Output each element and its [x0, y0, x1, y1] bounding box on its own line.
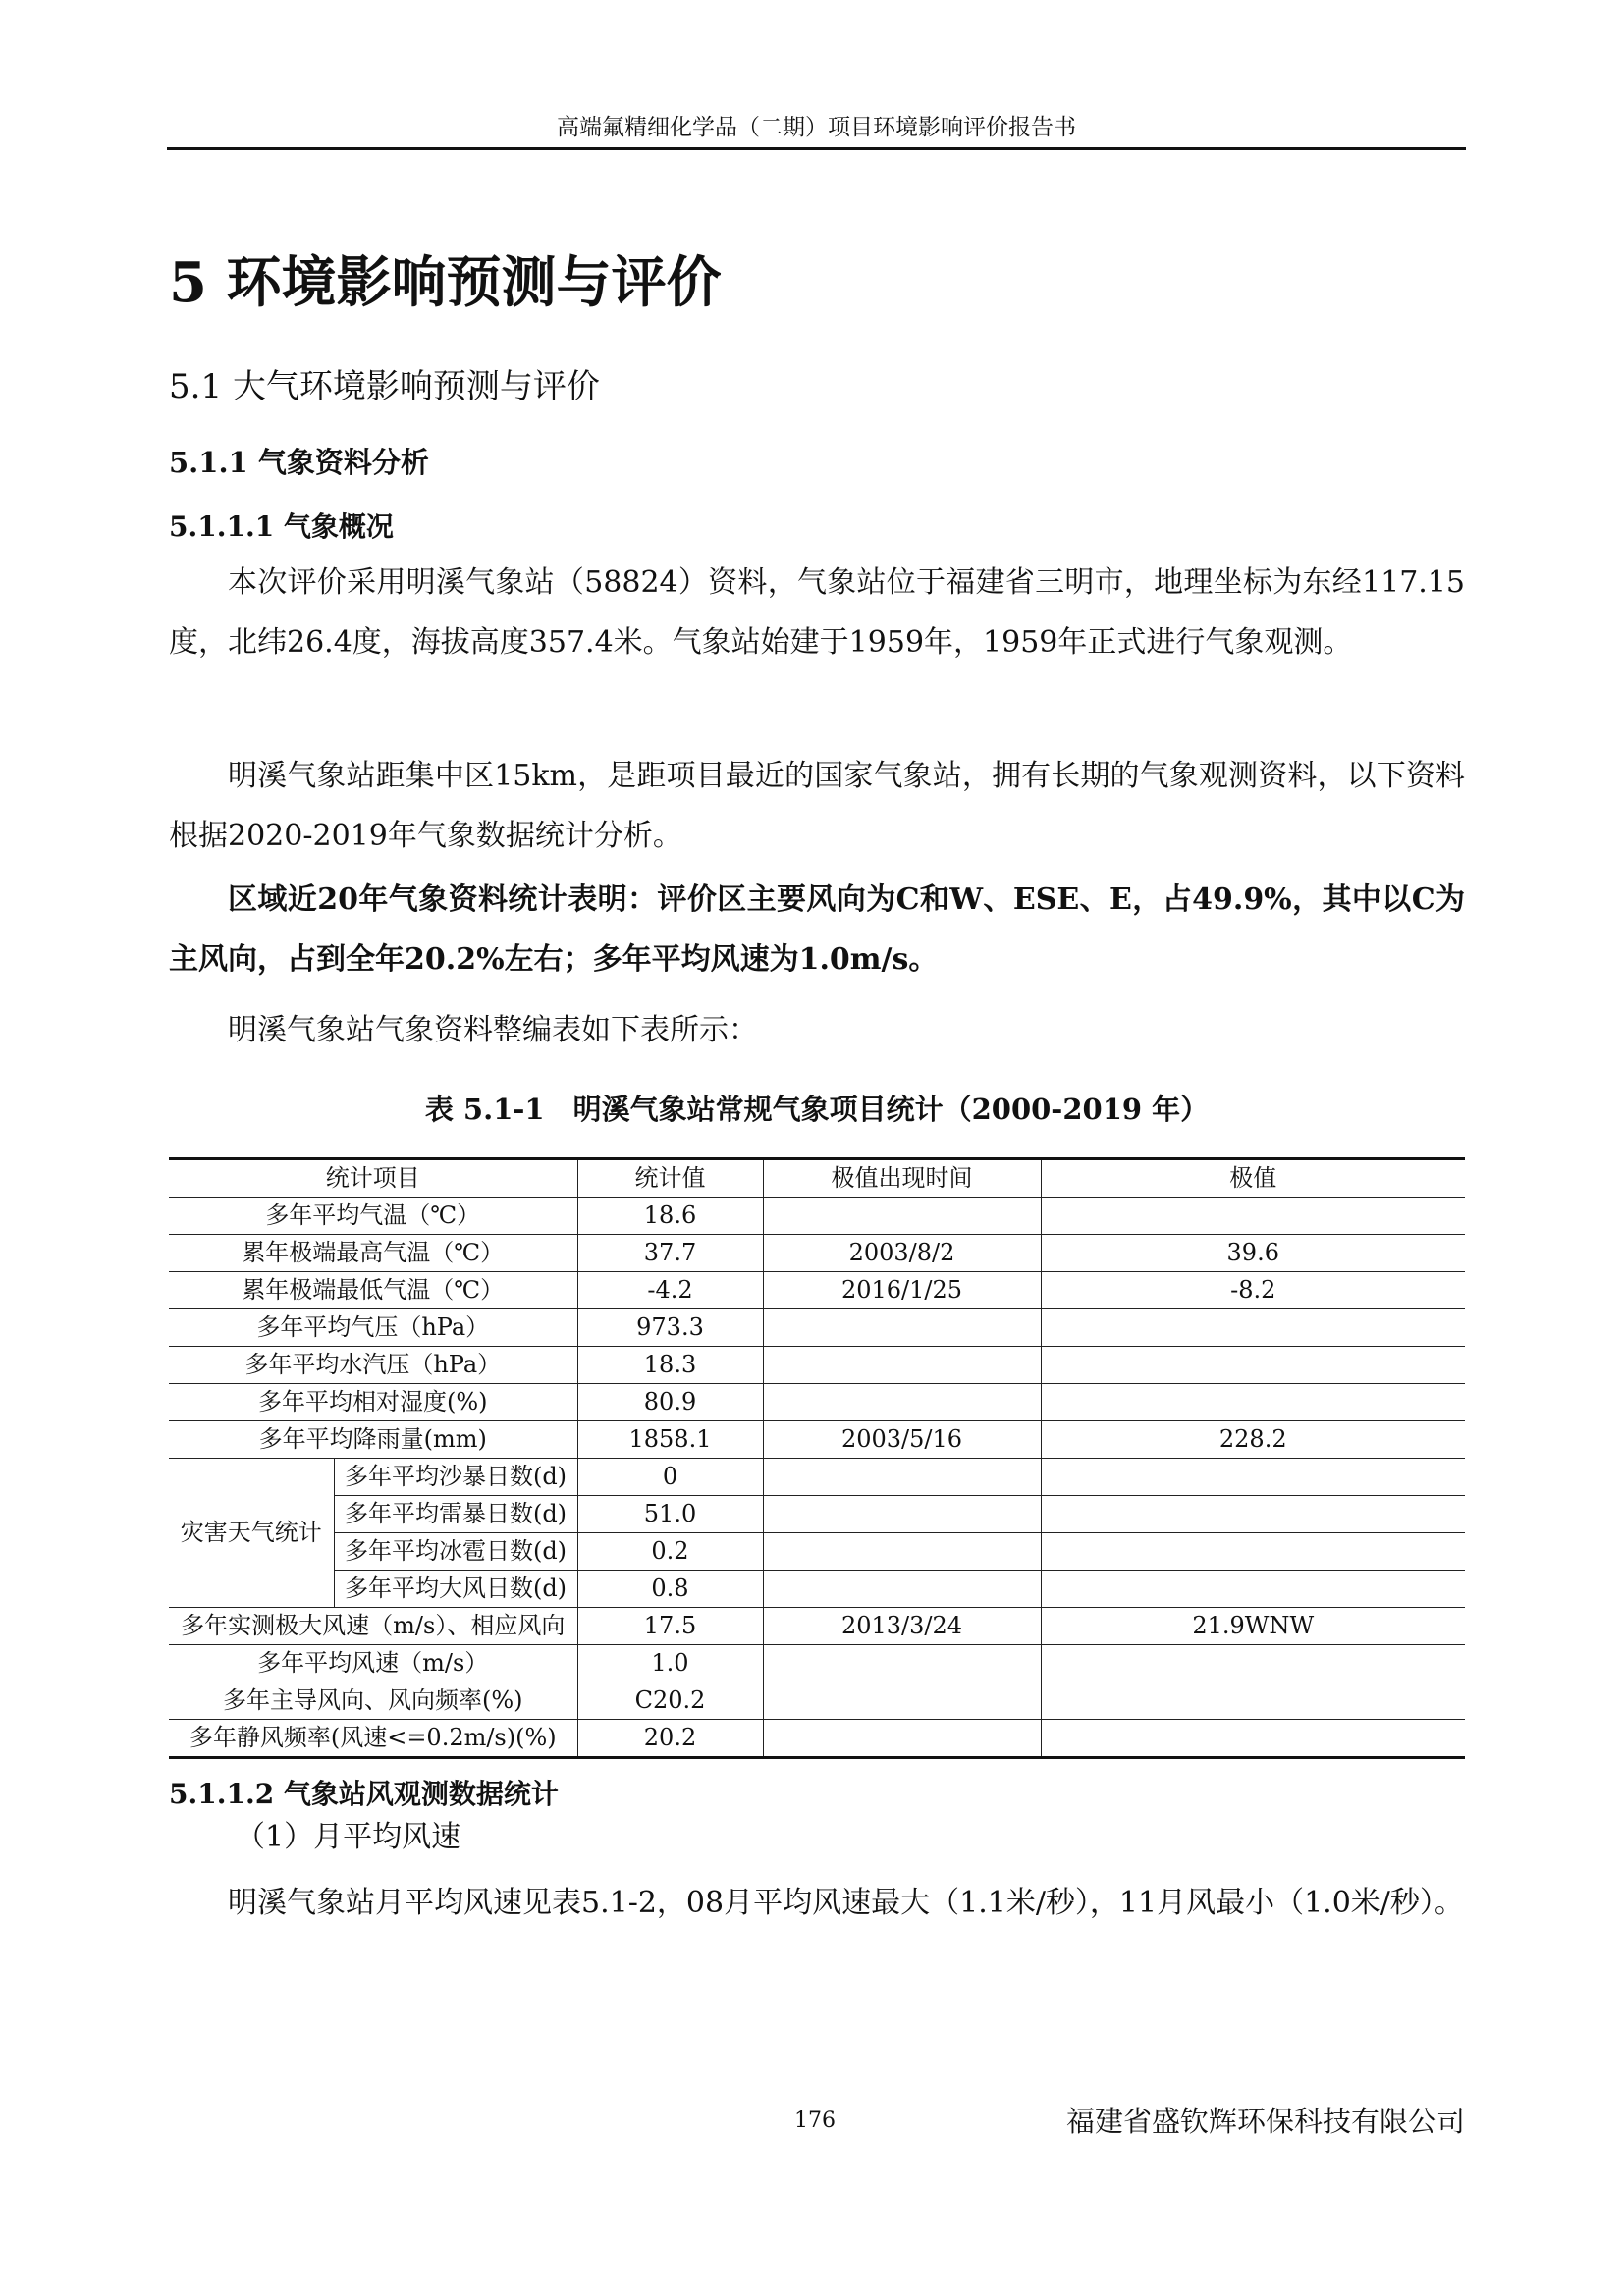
- header-title: 高端氟精细化学品（二期）项目环境影响评价报告书: [557, 115, 1076, 140]
- extreme-cell: [1041, 1309, 1465, 1347]
- table-row: [169, 1682, 1465, 1720]
- page-number: 176: [794, 2109, 836, 2133]
- table-caption: 表 5.1-1 明溪气象站常规气象项目统计（2000-2019 年）: [424, 1093, 1210, 1126]
- value-cell: 18.3: [577, 1347, 763, 1384]
- table-row: [169, 1309, 1465, 1347]
- extreme-cell: [1041, 1682, 1465, 1720]
- item-cell: 多年平均风速（m/s）: [169, 1645, 577, 1682]
- paragraph: 明溪气象站月平均风速见表5.1-2，08月平均风速最大（1.1米/秒），11月风最小（1.0米/秒）。: [228, 1886, 1464, 1920]
- time-cell: [763, 1347, 1041, 1384]
- time-cell: 2016/1/25: [763, 1272, 1041, 1309]
- extreme-cell: 39.6: [1041, 1235, 1465, 1272]
- header-cell: 统计项目: [169, 1159, 577, 1198]
- extreme-cell: [1041, 1459, 1465, 1496]
- table-row: [169, 1384, 1465, 1421]
- time-cell: [763, 1720, 1041, 1758]
- time-cell: [763, 1645, 1041, 1682]
- time-cell: [763, 1496, 1041, 1533]
- table-row: [169, 1235, 1465, 1272]
- table-row: [169, 1720, 1465, 1758]
- weather-stats-table: [169, 1157, 1465, 1759]
- table-row: [169, 1608, 1465, 1645]
- chapter-title: 5 环境影响预测与评价: [169, 250, 722, 315]
- value-cell: 20.2: [577, 1720, 763, 1758]
- company-name: 福建省盛钦辉环保科技有限公司: [1065, 2105, 1465, 2138]
- item-cell: 多年静风频率(风速<=0.2m/s)(%): [169, 1720, 577, 1758]
- item-cell: 多年平均气温（℃）: [169, 1198, 577, 1235]
- table-row: [169, 1421, 1465, 1459]
- table-header-row: [169, 1159, 1465, 1198]
- table-row: [169, 1459, 1465, 1496]
- item-cell: 累年极端最低气温（℃）: [169, 1272, 577, 1309]
- table-row: [169, 1347, 1465, 1384]
- item-cell: 多年平均相对湿度(%): [169, 1384, 577, 1421]
- value-cell: 1.0: [577, 1645, 763, 1682]
- item-cell: 多年平均沙暴日数(d): [334, 1459, 577, 1496]
- time-cell: 2003/8/2: [763, 1235, 1041, 1272]
- extreme-cell: 228.2: [1041, 1421, 1465, 1459]
- table-row: [169, 1496, 1465, 1533]
- header-cell: 极值: [1041, 1159, 1465, 1198]
- extreme-cell: [1041, 1347, 1465, 1384]
- section-title: 5.1 大气环境影响预测与评价: [169, 367, 600, 406]
- value-cell: 18.6: [577, 1198, 763, 1235]
- extreme-cell: -8.2: [1041, 1272, 1465, 1309]
- time-cell: 2003/5/16: [763, 1421, 1041, 1459]
- group-label-cell: 灾害天气统计: [169, 1459, 334, 1608]
- value-cell: 51.0: [577, 1496, 763, 1533]
- header-cell: 极值出现时间: [763, 1159, 1041, 1198]
- subsubsection-title-2: 5.1.1.2 气象站风观测数据统计: [169, 1778, 559, 1810]
- time-cell: [763, 1384, 1041, 1421]
- subsection-title: 5.1.1 气象资料分析: [169, 446, 429, 479]
- value-cell: C20.2: [577, 1682, 763, 1720]
- subheading: （1）月平均风速: [236, 1820, 461, 1854]
- value-cell: 80.9: [577, 1384, 763, 1421]
- extreme-cell: 21.9WNW: [1041, 1608, 1465, 1645]
- value-cell: 37.7: [577, 1235, 763, 1272]
- extreme-cell: [1041, 1496, 1465, 1533]
- item-cell: 多年实测极大风速（m/s）、相应风向: [169, 1608, 577, 1645]
- header-rule: [167, 147, 1466, 150]
- extreme-cell: [1041, 1384, 1465, 1421]
- time-cell: [763, 1309, 1041, 1347]
- value-cell: 0.2: [577, 1533, 763, 1571]
- header-cell: 统计值: [577, 1159, 763, 1198]
- value-cell: 1858.1: [577, 1421, 763, 1459]
- item-cell: 多年主导风向、风向频率(%): [169, 1682, 577, 1720]
- item-cell: 累年极端最高气温（℃）: [169, 1235, 577, 1272]
- extreme-cell: [1041, 1720, 1465, 1758]
- value-cell: 0.8: [577, 1571, 763, 1608]
- item-cell: 多年平均气压（hPa）: [169, 1309, 577, 1347]
- item-cell: 多年平均冰雹日数(d): [334, 1533, 577, 1571]
- extreme-cell: [1041, 1645, 1465, 1682]
- extreme-cell: [1041, 1198, 1465, 1235]
- time-cell: [763, 1571, 1041, 1608]
- item-cell: 多年平均雷暴日数(d): [334, 1496, 577, 1533]
- paragraph: 明溪气象站气象资料整编表如下表所示：: [228, 1013, 758, 1047]
- item-cell: 多年平均水汽压（hPa）: [169, 1347, 577, 1384]
- value-cell: 17.5: [577, 1608, 763, 1645]
- time-cell: [763, 1459, 1041, 1496]
- paragraph: 本次评价采用明溪气象站（58824）资料，气象站位于福建省三明市，地理坐标为东经117.15度，北纬26.4度，海拔高度357.4米。气象站始建于1959年，1959年正式进行气象观测。: [169, 565, 1465, 660]
- table-row: [169, 1198, 1465, 1235]
- value-cell: 0: [577, 1459, 763, 1496]
- item-cell: 多年平均降雨量(mm): [169, 1421, 577, 1459]
- table-row: [169, 1272, 1465, 1309]
- time-cell: [763, 1533, 1041, 1571]
- paragraph: 明溪气象站距集中区15km，是距项目最近的国家气象站，拥有长期的气象观测资料，以下资料根据2020-2019年气象数据统计分析。: [169, 759, 1465, 853]
- time-cell: 2013/3/24: [763, 1608, 1041, 1645]
- paragraph-bold: 区域近20年气象资料统计表明：评价区主要风向为C和W、ESE、E，占49.9%，其中以C为主风向，占到全年20.2%左右；多年平均风速为1.0m/s。: [169, 882, 1465, 977]
- table-row: [169, 1533, 1465, 1571]
- extreme-cell: [1041, 1533, 1465, 1571]
- table-row: [169, 1645, 1465, 1682]
- value-cell: -4.2: [577, 1272, 763, 1309]
- item-cell: 多年平均大风日数(d): [334, 1571, 577, 1608]
- extreme-cell: [1041, 1571, 1465, 1608]
- time-cell: [763, 1198, 1041, 1235]
- value-cell: 973.3: [577, 1309, 763, 1347]
- table-row: [169, 1571, 1465, 1608]
- time-cell: [763, 1682, 1041, 1720]
- subsubsection-title: 5.1.1.1 气象概况: [169, 510, 394, 543]
